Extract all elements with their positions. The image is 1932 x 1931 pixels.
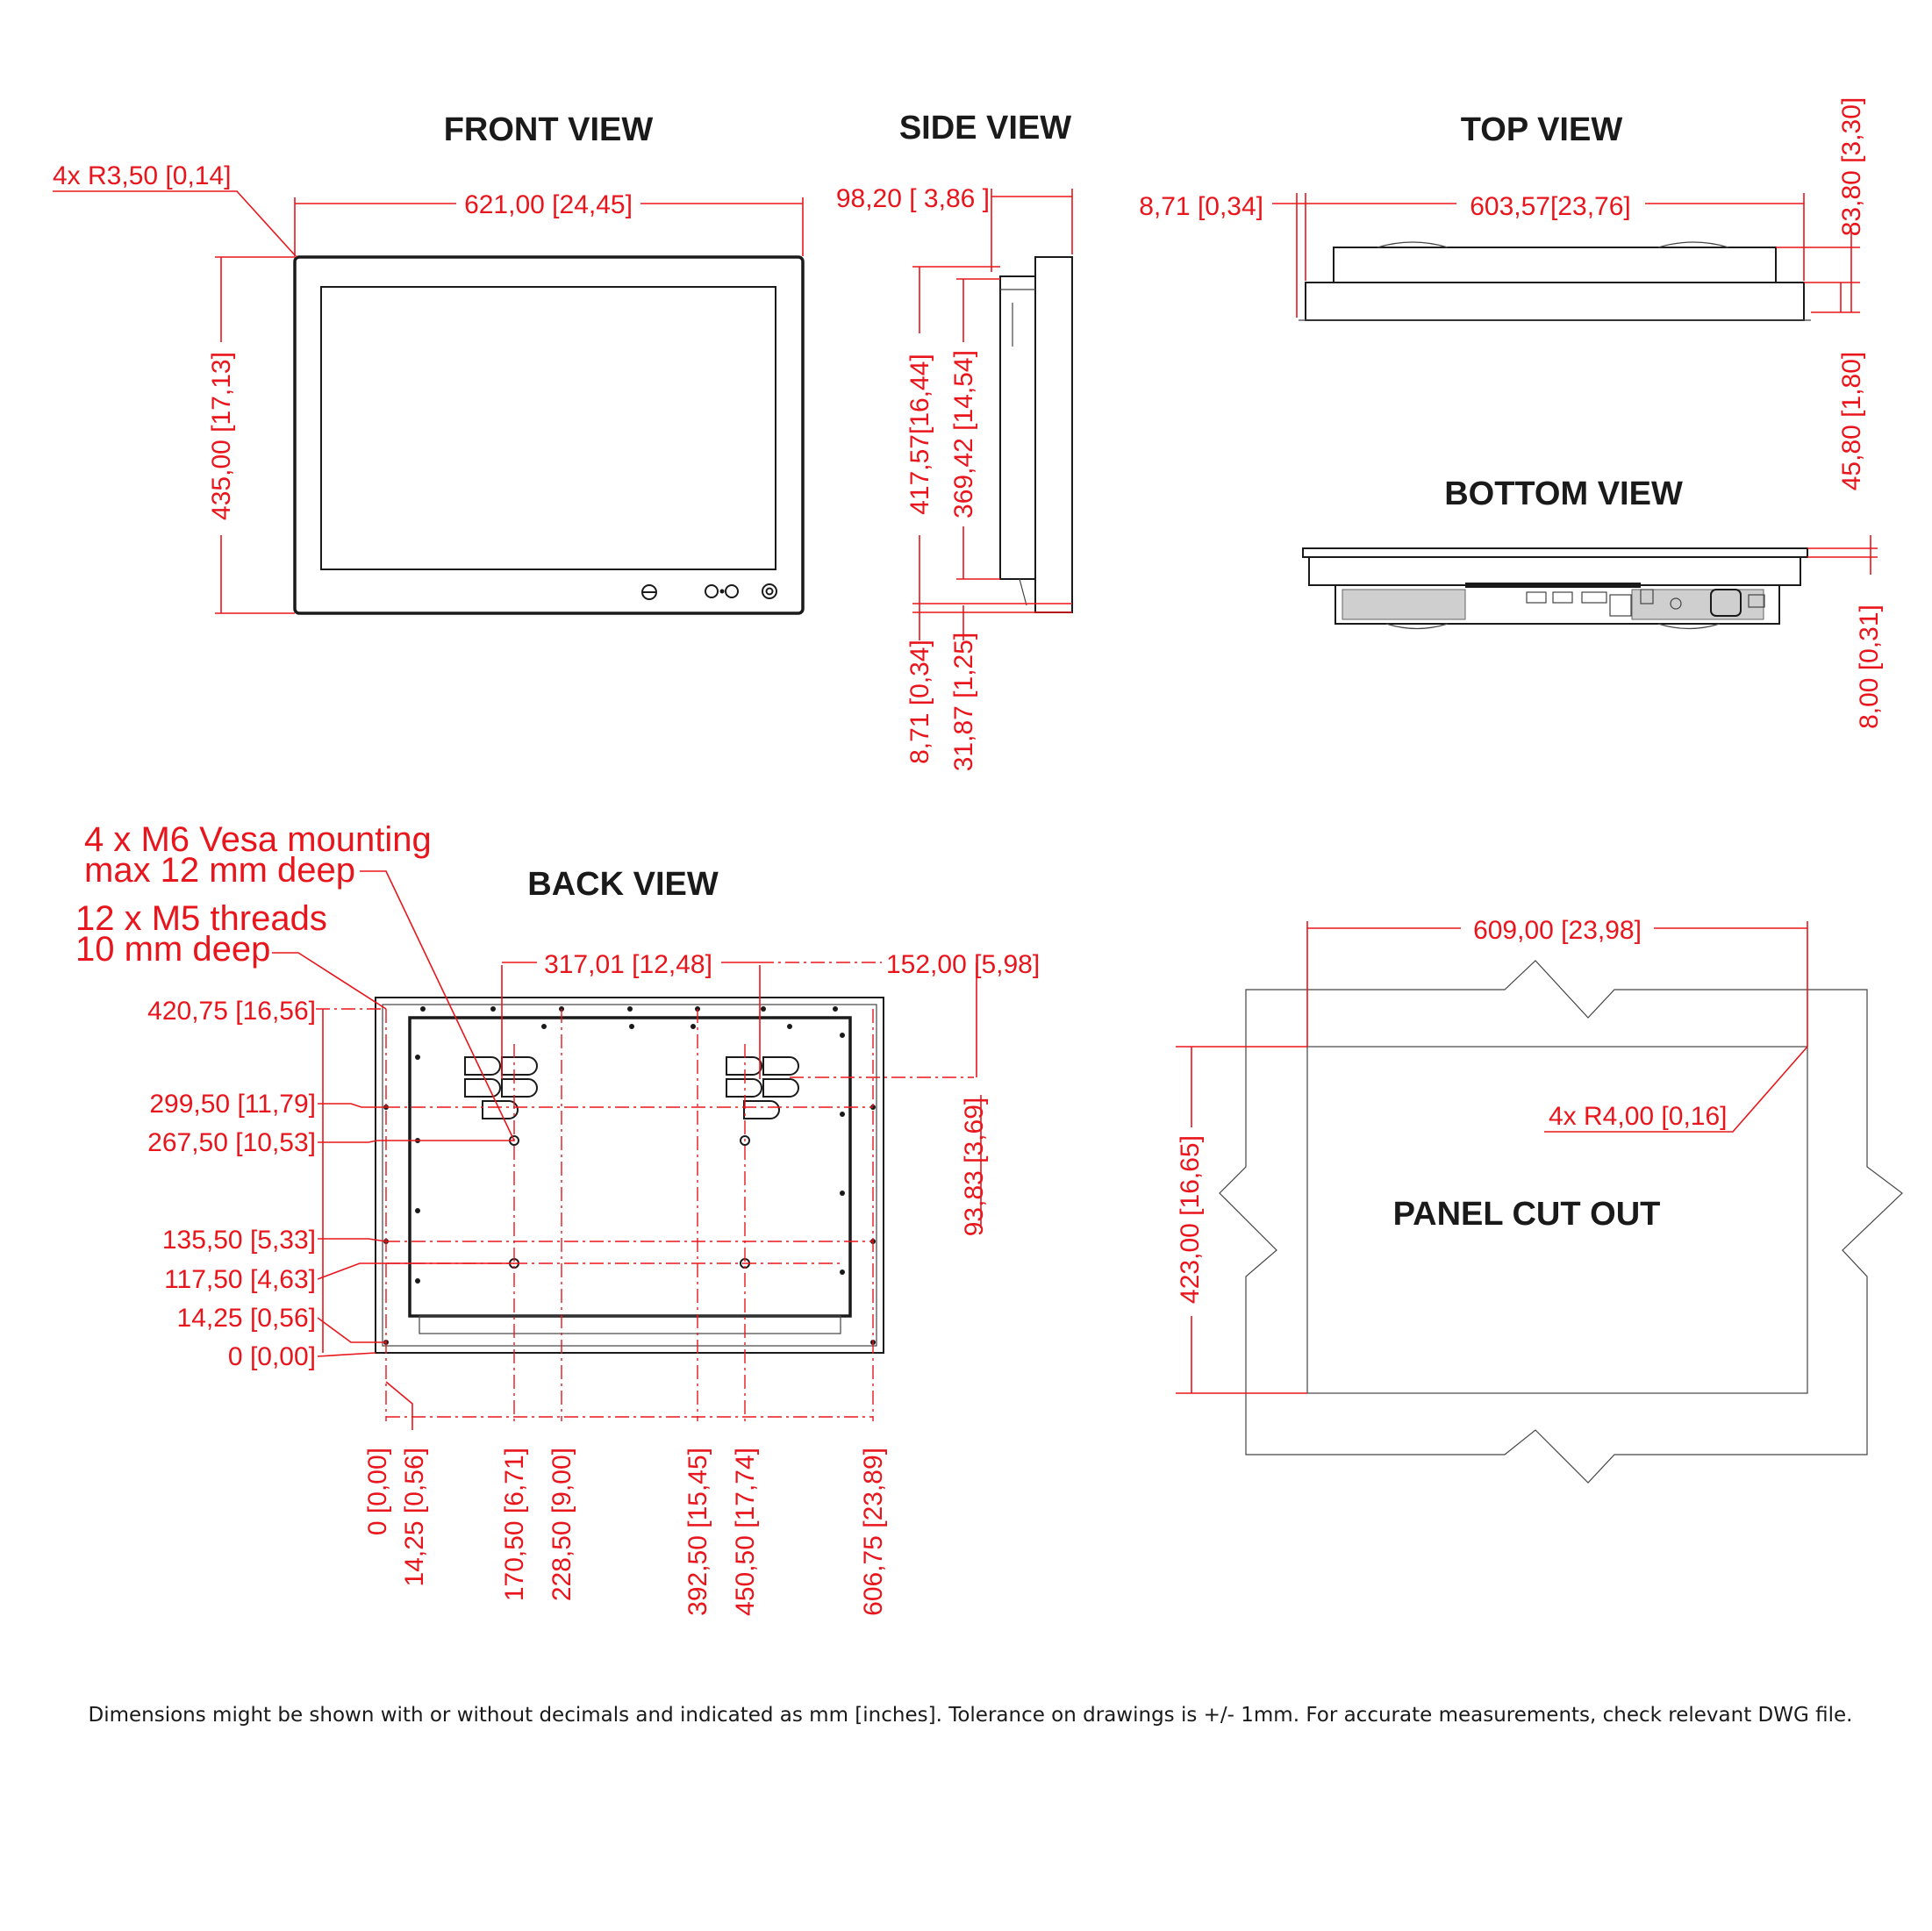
cutout-width-dim: 609,00 [23,98]: [1473, 916, 1642, 945]
col-dim: 450,50 [17,74]: [731, 1448, 760, 1616]
vesa-note-line1: 4 x M6 Vesa mounting: [84, 820, 432, 859]
side-depth-dim: 98,20 [ 3,86 ]: [835, 184, 990, 213]
side-height1-dim: 417,57[16,44]: [905, 354, 934, 515]
brightness-plus-icon: [726, 585, 738, 597]
back-view-title: BACK VIEW: [527, 866, 719, 903]
vent-grille-right: [1632, 590, 1764, 619]
col-dim: 228,50 [9,00]: [547, 1448, 576, 1602]
power-button-icon: [762, 584, 776, 598]
col-dim: 0 [0,00]: [363, 1448, 392, 1536]
col-dim: 170,50 [6,71]: [500, 1448, 529, 1602]
back-top-dim: 317,01 [12,48]: [544, 950, 712, 979]
bottom-bezel: [1303, 548, 1807, 557]
row-dim: 14,25 [0,56]: [176, 1304, 316, 1333]
fan-grill-right: [726, 1057, 798, 1119]
top-view: [1139, 97, 1866, 490]
threads-note-line2: 10 mm deep: [75, 930, 271, 969]
cutout-radius-dim: 4x R4,00 [0,16]: [1549, 1102, 1728, 1131]
top-depth2-dim: 45,80 [1,80]: [1837, 351, 1866, 491]
back-right-dim: 152,00 [5,98]: [886, 950, 1041, 979]
vesa-holes: [510, 1136, 749, 1268]
col-dim: 606,75 [23,89]: [859, 1448, 888, 1616]
serial-port2-icon: [1553, 592, 1572, 603]
side-bottom1-dim: 8,71 [0,34]: [905, 640, 934, 764]
vesa-note-line2: max 12 mm deep: [84, 851, 356, 890]
side-view-title: SIDE VIEW: [898, 110, 1072, 147]
side-bottom2-dim: 31,87 [1,25]: [949, 632, 978, 772]
bottom-thickness-dim: 8,00 [0,31]: [1855, 604, 1884, 729]
top-depth-dim: 83,80 [3,30]: [1837, 97, 1866, 237]
back-outer: [376, 998, 884, 1353]
back-row-dims: [147, 997, 316, 1371]
serial-port-icon: [1527, 592, 1546, 603]
col-dim: 14,25 [0,56]: [400, 1448, 429, 1587]
front-view-title: FRONT VIEW: [443, 111, 654, 148]
mounting-holes: [383, 1006, 876, 1345]
vga-port-icon: [1582, 592, 1606, 603]
row-dim: 299,50 [11,79]: [149, 1090, 316, 1119]
usb-port-icon: [1610, 595, 1631, 616]
bottom-view: [1303, 535, 1884, 729]
row-dim: 267,50 [10,53]: [147, 1128, 316, 1157]
panel-cutout-title: PANEL CUT OUT: [1392, 1196, 1661, 1233]
cutout-height-dim: 423,00 [16,65]: [1176, 1135, 1205, 1304]
bottom-frame: [1309, 557, 1800, 585]
front-bezel: [295, 257, 803, 613]
back-housing: [410, 1018, 850, 1316]
back-col-dims: [363, 1448, 888, 1616]
row-dim: 117,50 [4,63]: [164, 1265, 316, 1294]
top-view-title: TOP VIEW: [1460, 111, 1623, 148]
footer-note: Dimensions might be shown with or without decimals and indicated as mm [inches]. Tolerance on drawings is +/- 1mm. For accurate measurements, check relevant DWG file.: [88, 1704, 1853, 1727]
vent-grille: [1342, 590, 1465, 619]
top-bezel: [1306, 282, 1804, 320]
threads-note-line1: 12 x M5 threads: [75, 899, 327, 938]
front-screen: [321, 287, 776, 569]
back-vert-dim: 93,83 [3,69]: [960, 1097, 989, 1237]
fan-grill-left: [465, 1057, 537, 1119]
side-bezel: [1035, 257, 1072, 612]
front-height-dim: 435,00 [17,13]: [207, 352, 236, 520]
front-view: [53, 161, 803, 613]
row-dim: 420,75 [16,56]: [147, 997, 316, 1026]
brightness-minus-icon: [705, 585, 718, 597]
top-left-dim: 8,71 [0,34]: [1139, 192, 1263, 221]
row-dim: 0 [0,00]: [227, 1342, 316, 1371]
row-dim: 135,50 [5,33]: [161, 1226, 316, 1255]
front-radius-dim: 4x R3,50 [0,14]: [53, 161, 232, 190]
top-width-dim: 603,57[23,76]: [1470, 192, 1631, 221]
col-dim: 392,50 [15,45]: [683, 1448, 712, 1616]
side-height2-dim: 369,42 [14,54]: [949, 350, 978, 519]
back-view: [75, 820, 1040, 1616]
bottom-view-title: BOTTOM VIEW: [1444, 476, 1683, 512]
side-view: [836, 184, 1072, 771]
front-width-dim: 621,00 [24,45]: [464, 190, 633, 219]
side-body: [1000, 276, 1035, 579]
top-body: [1334, 247, 1776, 282]
back-connector-strip: [419, 1316, 841, 1334]
